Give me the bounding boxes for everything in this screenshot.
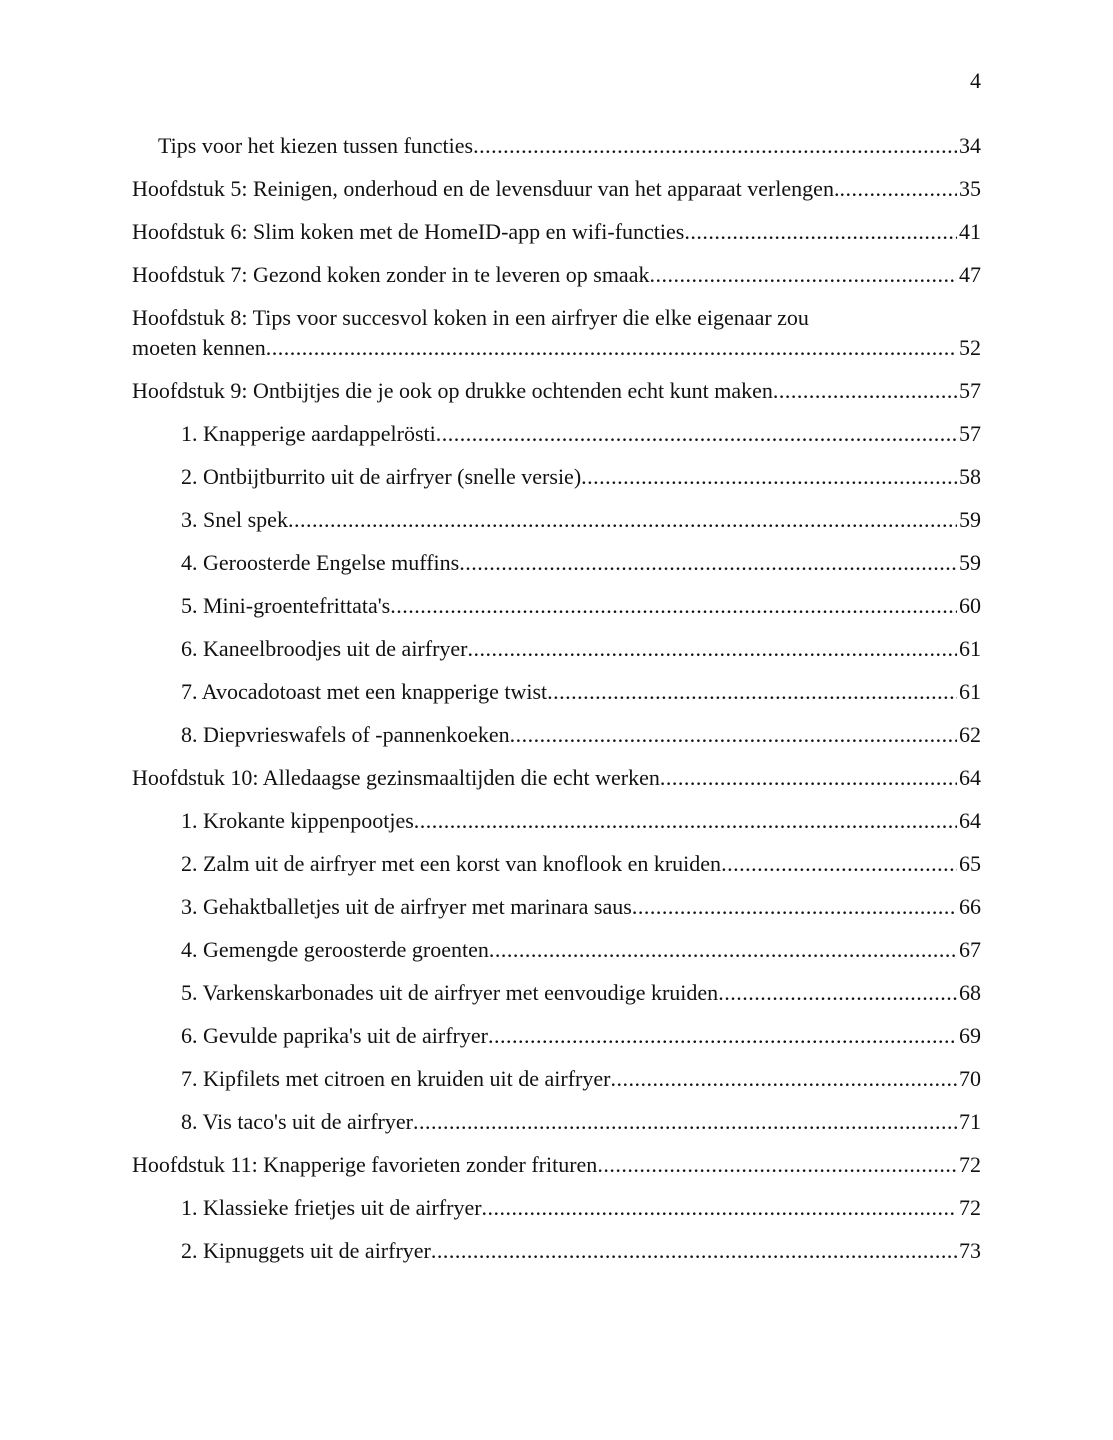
toc-entry[interactable] — [132, 174, 981, 204]
toc-entry[interactable] — [132, 935, 981, 965]
toc-dot-leader — [718, 978, 957, 1008]
toc-entry-page: 64 — [959, 808, 981, 833]
toc-entry-title: 2. Ontbijtburrito uit de airfryer (snelle versie) — [181, 464, 582, 489]
toc-entry[interactable] — [132, 892, 981, 922]
toc-dot-leader — [597, 1150, 957, 1180]
table-of-contents — [132, 131, 981, 1279]
toc-entry-page: 47 — [959, 262, 981, 287]
toc-dot-leader — [510, 720, 957, 750]
toc-entry-title: 6. Kaneelbroodjes uit de airfryer — [181, 636, 468, 661]
toc-entry-title: 6. Gevulde paprika's uit de airfryer — [181, 1023, 488, 1048]
toc-entry-title: 5. Mini-groentefrittata's — [181, 593, 391, 618]
toc-entry-title: 7. Kipfilets met citroen en kruiden uit de airfryer — [181, 1066, 611, 1091]
toc-entry-title: 8. Vis taco's uit de airfryer — [181, 1109, 413, 1134]
toc-dot-leader — [288, 505, 957, 535]
toc-dot-leader — [473, 131, 957, 161]
toc-dot-leader — [547, 677, 957, 707]
toc-entry-page: 34 — [959, 133, 981, 158]
toc-dot-leader — [721, 849, 957, 879]
toc-entry[interactable] — [132, 1193, 981, 1223]
toc-entry[interactable] — [132, 548, 981, 578]
toc-dot-leader — [459, 548, 957, 578]
toc-entry-page: 72 — [959, 1195, 981, 1220]
toc-entry[interactable] — [132, 763, 981, 793]
toc-entry[interactable] — [132, 1107, 981, 1137]
toc-entry[interactable] — [132, 634, 981, 664]
toc-entry-title: 8. Diepvrieswafels of -pannenkoeken — [181, 722, 510, 747]
toc-entry-page: 57 — [959, 421, 981, 446]
toc-entry[interactable] — [132, 1064, 981, 1094]
toc-entry-title: 7. Avocadotoast met een knapperige twist — [181, 679, 548, 704]
toc-entry-title: 5. Varkenskarbonades uit de airfryer met eenvoudige kruiden — [181, 980, 719, 1005]
toc-dot-leader — [482, 1193, 957, 1223]
toc-dot-leader — [649, 260, 957, 290]
toc-dot-leader — [266, 333, 957, 363]
toc-dot-leader — [773, 376, 957, 406]
toc-entry-page: 68 — [959, 980, 981, 1005]
toc-entry[interactable] — [132, 806, 981, 836]
toc-entry-title: 4. Geroosterde Engelse muffins — [181, 550, 460, 575]
toc-dot-leader — [413, 1107, 957, 1137]
toc-entry-page: 67 — [959, 937, 981, 962]
toc-entry-page: 72 — [959, 1152, 981, 1177]
toc-entry-title: Hoofdstuk 6: Slim koken met de HomeID-app en wifi-functies — [132, 219, 685, 244]
toc-entry-page: 66 — [959, 894, 981, 919]
toc-entry[interactable] — [132, 591, 981, 621]
toc-dot-leader — [684, 217, 957, 247]
toc-entry-title: Hoofdstuk 9: Ontbijtjes die je ook op drukke ochtenden echt kunt maken — [132, 378, 773, 403]
toc-entry[interactable] — [132, 677, 981, 707]
toc-dot-leader — [632, 892, 957, 922]
toc-entry-title: moeten kennen — [132, 335, 266, 360]
toc-entry[interactable] — [132, 1150, 981, 1180]
toc-entry[interactable] — [132, 303, 981, 363]
toc-dot-leader — [610, 1064, 957, 1094]
toc-entry[interactable] — [132, 376, 981, 406]
toc-entry-page: 60 — [959, 593, 981, 618]
toc-dot-leader — [488, 1021, 957, 1051]
toc-entry[interactable] — [132, 419, 981, 449]
toc-entry-title: Hoofdstuk 10: Alledaagse gezinsmaaltijden die echt werken — [132, 765, 660, 790]
toc-entry-page: 64 — [959, 765, 981, 790]
toc-entry-title: 3. Gehaktballetjes uit de airfryer met marinara saus — [181, 894, 632, 919]
toc-entry-page: 61 — [959, 679, 981, 704]
toc-dot-leader — [489, 935, 957, 965]
toc-entry-title: 2. Zalm uit de airfryer met een korst van knoflook en kruiden — [181, 851, 722, 876]
toc-dot-leader — [390, 591, 957, 621]
toc-entry-page: 71 — [959, 1109, 981, 1134]
toc-entry-page: 52 — [959, 335, 981, 360]
toc-entry[interactable] — [132, 849, 981, 879]
toc-entry-title: 2. Kipnuggets uit de airfryer — [181, 1238, 431, 1263]
toc-dot-leader — [414, 806, 957, 836]
toc-entry-page: 69 — [959, 1023, 981, 1048]
toc-entry[interactable] — [132, 462, 981, 492]
toc-entry-title: 4. Gemengde geroosterde groenten — [181, 937, 489, 962]
toc-entry-page: 59 — [959, 507, 981, 532]
toc-dot-leader — [431, 1236, 957, 1266]
toc-entry-page: 35 — [959, 176, 981, 201]
toc-entry[interactable] — [132, 217, 981, 247]
toc-entry-title: Hoofdstuk 5: Reinigen, onderhoud en de levensduur van het apparaat verlengen. — [132, 176, 840, 201]
toc-entry-page: 65 — [959, 851, 981, 876]
toc-entry-title: 1. Knapperige aardappelrösti — [181, 421, 436, 446]
toc-entry-page: 58 — [959, 464, 981, 489]
toc-entry[interactable] — [132, 978, 981, 1008]
toc-entry-title: 1. Krokante kippenpootjes — [181, 808, 414, 833]
toc-entry-title: 1. Klassieke frietjes uit de airfryer — [181, 1195, 482, 1220]
toc-entry-page: 59 — [959, 550, 981, 575]
toc-entry-title: Hoofdstuk 11: Knapperige favorieten zonder frituren — [132, 1152, 598, 1177]
toc-dot-leader — [839, 174, 957, 204]
toc-entry-page: 70 — [959, 1066, 981, 1091]
toc-entry[interactable] — [132, 1236, 981, 1266]
toc-entry-title: 3. Snel spek — [181, 507, 288, 532]
toc-entry-title-line1: Hoofdstuk 8: Tips voor succesvol koken in een airfryer die elke eigenaar zou — [132, 305, 809, 330]
toc-entry[interactable] — [132, 260, 981, 290]
toc-entry-page: 57 — [959, 378, 981, 403]
toc-dot-leader — [660, 763, 957, 793]
toc-dot-leader — [581, 462, 957, 492]
toc-entry[interactable] — [132, 131, 981, 161]
toc-entry-page: 61 — [959, 636, 981, 661]
toc-entry-page: 62 — [959, 722, 981, 747]
toc-entry-title: Tips voor het kiezen tussen functies — [158, 133, 474, 158]
toc-dot-leader — [468, 634, 958, 664]
toc-entry-page: 41 — [959, 219, 981, 244]
toc-entry-page: 73 — [959, 1238, 981, 1263]
page-number: 4 — [970, 68, 981, 93]
toc-dot-leader — [436, 419, 957, 449]
toc-entry[interactable] — [132, 505, 981, 535]
toc-entry[interactable] — [132, 1021, 981, 1051]
toc-entry-title: Hoofdstuk 7: Gezond koken zonder in te leveren op smaak — [132, 262, 650, 287]
toc-entry[interactable] — [132, 720, 981, 750]
